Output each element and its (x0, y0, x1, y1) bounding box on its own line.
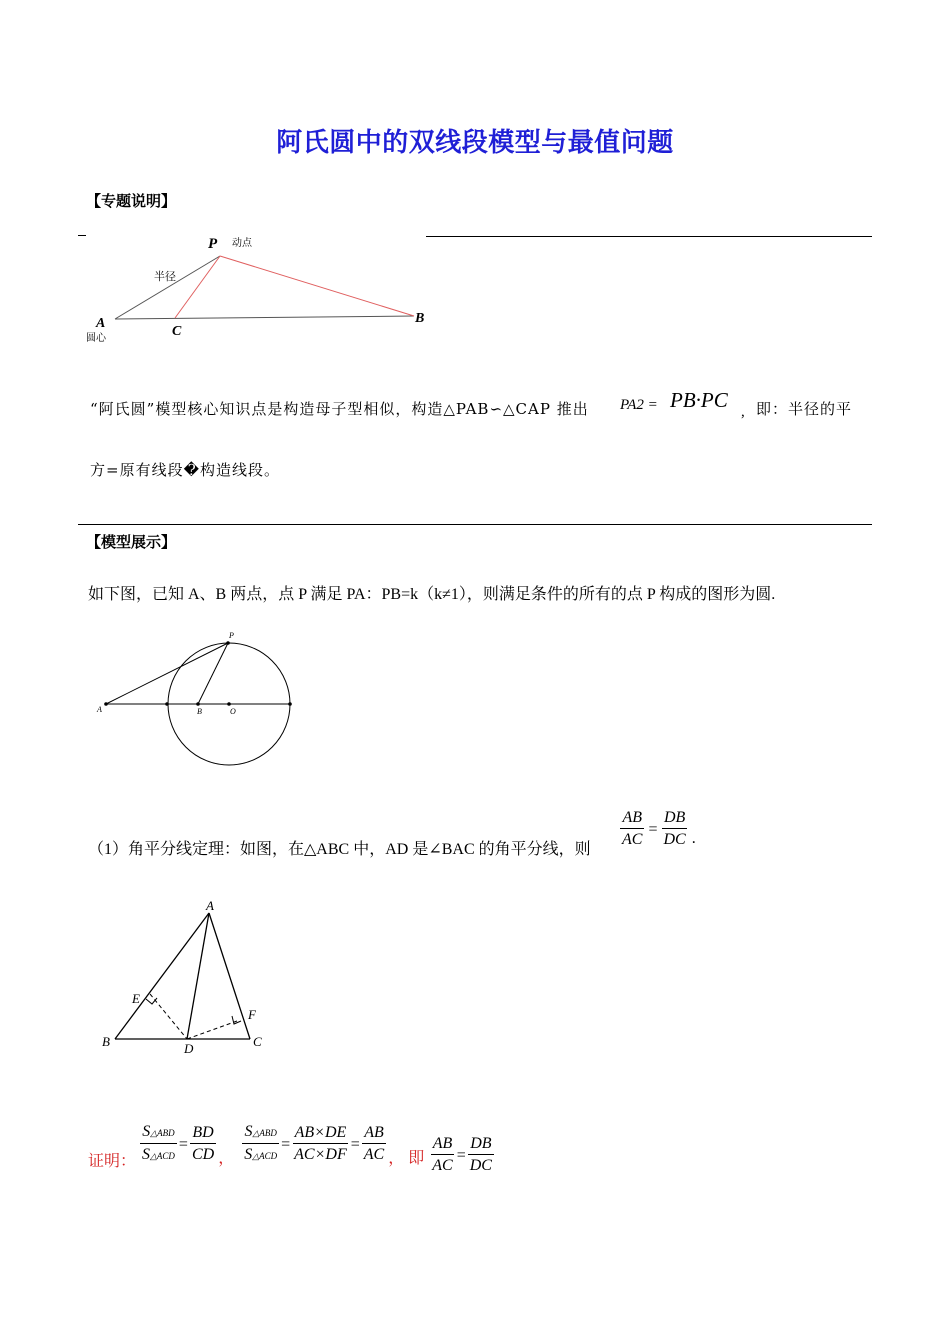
fraction-ab-ac (620, 808, 644, 851)
page-title: 阿氏圆中的双线段模型与最值问题 (276, 128, 674, 158)
figure-apollonius-circle (90, 625, 310, 775)
fraction-ab-ac-proof (362, 1123, 386, 1166)
segment-pa (106, 643, 228, 704)
segment-ab (115, 316, 414, 319)
perp-de (150, 994, 187, 1039)
proof-label: 证明： (88, 1153, 137, 1170)
frac-num: AB (620, 808, 644, 829)
subscript-acd: △ACD (252, 1151, 278, 1161)
segment-pb (198, 643, 228, 704)
label-c3: C (253, 1034, 262, 1049)
explain-line2: 方=原有线段�构造线段。 (90, 461, 280, 479)
label-p: P (208, 236, 218, 252)
fraction-abde-acdf (292, 1123, 349, 1166)
segment-ap (115, 256, 220, 319)
label-b2: B (197, 707, 202, 716)
figure-angle-bisector (95, 895, 275, 1060)
frac-den: AC (622, 831, 643, 848)
frac-num: AB×DE (293, 1123, 349, 1144)
label-radius: 半径 (154, 271, 176, 283)
section-explain-heading: 【专题说明】 (86, 192, 177, 210)
proof-comma: ， (388, 1150, 405, 1167)
frac-den: AC (432, 1157, 453, 1174)
label-f3: F (248, 1007, 256, 1022)
label-a3: A (206, 898, 214, 913)
subscript-abd: △ABD (252, 1128, 277, 1138)
area-symbol: S (244, 1146, 253, 1163)
area-symbol: S (142, 1123, 151, 1140)
area-symbol: S (244, 1123, 253, 1140)
equals-sign: = (456, 1146, 466, 1164)
perp-df (187, 1021, 237, 1039)
equals-sign: = (648, 820, 658, 838)
frac-den: AC×DF (294, 1146, 347, 1163)
frac-num: DB (468, 1134, 493, 1155)
label-c: C (172, 324, 182, 339)
frac-den: DC (663, 831, 686, 848)
formula-comma: , (741, 404, 745, 420)
model-description: 如下图，已知 A、B 两点，点 P 满足 PA：PB=k（k≠1），则满足条件的所有的点 P 构成的图形为圆. (88, 586, 776, 603)
divider-top (426, 236, 872, 237)
label-o2: O (230, 707, 236, 716)
label-center: 圆心 (86, 333, 106, 344)
explain-line1-end: 即：半径的平 (756, 400, 853, 418)
proof-therefore: 即 (408, 1150, 425, 1167)
theorem-text: （1）角平分线定理：如图，在△ABC 中，AD 是∠BAC 的角平分线，则 (88, 841, 591, 858)
frac-num: AB (362, 1123, 386, 1144)
label-moving-point: 动点 (232, 238, 252, 249)
fraction-bd-cd (190, 1123, 216, 1166)
frac-num: DB (662, 808, 687, 829)
proof-formula (138, 1112, 496, 1177)
section-model-heading: 【模型展示】 (86, 533, 177, 551)
frac-num: AB (431, 1134, 455, 1155)
label-p2: P (229, 631, 234, 640)
point-a (104, 702, 108, 706)
bisector-ad (187, 913, 209, 1039)
explain-line1-text: “阿氏圆”模型核心知识点是构造母子型相似，构造△PAB∽△CAP 推出 (90, 400, 589, 418)
label-d3: D (184, 1041, 194, 1056)
formula-lhs: PA2 = (620, 397, 658, 413)
fraction-db-dc-result (468, 1134, 494, 1177)
label-a: A (96, 316, 106, 331)
side-ac (209, 913, 250, 1039)
label-b: B (415, 311, 425, 326)
frac-num: BD (190, 1123, 215, 1144)
explain-line1 (90, 398, 589, 419)
right-angle-f (232, 1016, 241, 1024)
frac-den: AC (363, 1146, 385, 1163)
label-b3: B (102, 1034, 110, 1049)
fraction-db-dc (661, 808, 687, 851)
side-ab (115, 913, 209, 1039)
proof-comma: ， (218, 1150, 235, 1167)
equals-sign: = (178, 1135, 188, 1153)
point-left (165, 702, 169, 706)
point-right (288, 702, 292, 706)
divider-middle (78, 524, 872, 525)
segment-pb (220, 256, 414, 316)
point-b (196, 702, 200, 706)
frac-den: DC (469, 1157, 492, 1174)
figure-apollonius-triangle (80, 228, 440, 348)
label-e3: E (132, 991, 140, 1006)
fraction-ab-ac-result (430, 1134, 454, 1177)
frac-den: CD (191, 1146, 215, 1163)
point-o (227, 702, 231, 706)
equals-sign: = (350, 1135, 360, 1153)
label-a2: A (97, 705, 102, 714)
equals-sign: = (281, 1135, 291, 1153)
area-symbol: S (142, 1146, 150, 1163)
fraction-s-abd-s-acd-2 (242, 1122, 279, 1167)
period: . (691, 829, 696, 847)
formula-rhs: PB·PC (670, 388, 728, 412)
theorem-formula (618, 808, 696, 851)
segment-pc (175, 256, 220, 318)
subscript-acd: △ACD (150, 1151, 175, 1161)
subscript-abd: △ABD (150, 1128, 175, 1138)
fraction-s-abd-s-acd (140, 1122, 177, 1167)
point-p (226, 641, 230, 645)
